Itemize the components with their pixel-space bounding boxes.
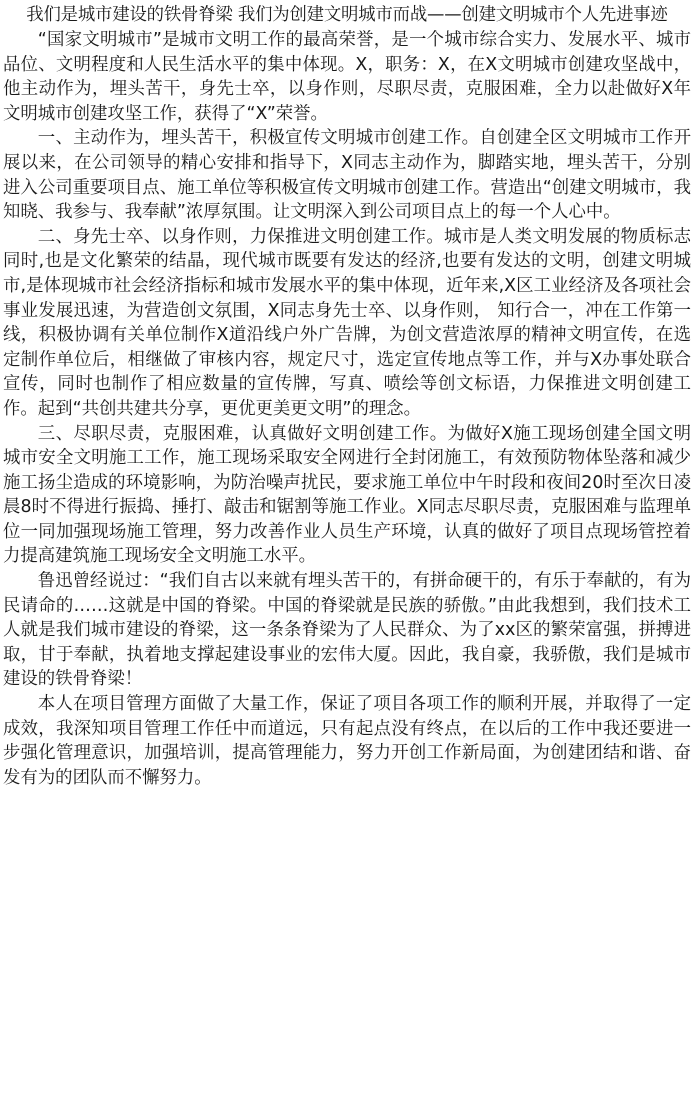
paragraph-section-one: 一、主动作为，埋头苦干，积极宣传文明城市创建工作。自创建全区文明城市工作开展以来，在公司领导的精心安排和指导下，X同志主动作为，脚踏实地，埋头苦干，分别进入公司重要项目点、施工单位等积极宣传文明城市创建工作。营造出“创建文明城市，我知晓、我参与、我奉献”浓厚氛围。让文明深入到公司项目点上的每一个人心中。 [3, 128, 691, 223]
paragraph-section-three: 三、尽职尽责，克服困难，认真做好文明创建工作。为做好X施工现场创建全国文明城市安全文明施工工作，施工现场采取安全网进行全封闭施工，有效预防物体坠落和减少施工扬尘造成的环境影响，为防治噪声扰民，要求施工单位中午时段和夜间20时至次日凌晨8时不得进行振捣、捶打、敲击和锯割等施工作业。X同志尽职尽责，克服困难与监理单位一同加强现场施工管理，努力改善作业人员生产环境，认真的做好了项目点现场管控着力提高建筑施工现场安全文明施工水平。 [3, 423, 691, 567]
paragraph-conclusion: 本人在项目管理方面做了大量工作，保证了项目各项工作的顺利开展，并取得了一定成效，我深知项目管理工作任中而道远，只有起点没有终点，在以后的工作中我还要进一步强化管理意识，加强培训，提高管理能力，努力开创工作新局面，为创建团结和谐、奋发有为的团队而不懈努力。 [3, 694, 691, 788]
paragraph-intro: “国家文明城市”是城市文明工作的最高荣誉，是一个城市综合实力、发展水平、城市品位、文明程度和人民生活水平的集中体现。X，职务：X，在X文明城市创建攻坚战中，他主动作为，埋头苦干，身先士卒，以身作则，尽职尽责，克服困难，全力以赴做好X年文明城市创建攻坚工作，获得了“X”荣誉。 [3, 30, 691, 124]
paragraph-section-two: 二、身先士卒、以身作则，力保推进文明创建工作。城市是人类文明发展的物质标志同时,也是文化繁荣的结晶，现代城市既要有发达的经济,也要有发达的文明，创建文明城市,是体现城市社会经济指标和城市发展水平的集中体现，近年来,X区工业经济及各项社会事业发展迅速，为营造创文氛围，X同志身先士卒、以身作则， 知行合一，冲在工作第一线，积极协调有关单位制作X道沿线户外广告牌，为创文营造浓厚的精神文明宣传，在选定制作单位后，相继做了审核内容，规定尺寸，选定宣传地点等工作，并与X办事处联合宣传，同时也制作了相应数量的宣传牌，写真、喷绘等创文标语，力保推进文明创建工作。起到“共创共建共分享，更优更美更文明”的理念。 [3, 226, 691, 419]
document-title: 我们是城市建设的铁骨脊梁 我们为创建文明城市而战——创建文明城市个人先进事迹 [26, 5, 668, 25]
paragraph-quote: 鲁迅曾经说过：“我们自古以来就有埋头苦干的，有拼命硬干的，有乐于奉献的，有为民请命的……这就是中国的脊梁。中国的脊梁就是民族的骄傲。”由此我想到，我们技术工人就是我们城市建设的脊梁，这一条条脊梁为了人民群众、为了xx区的繁荣富强，拼搏进取，甘于奉献，执着地支撑起建设事业的宏伟大厦。因此，我自豪，我骄傲，我们是城市建设的铁骨脊梁！ [3, 571, 691, 690]
